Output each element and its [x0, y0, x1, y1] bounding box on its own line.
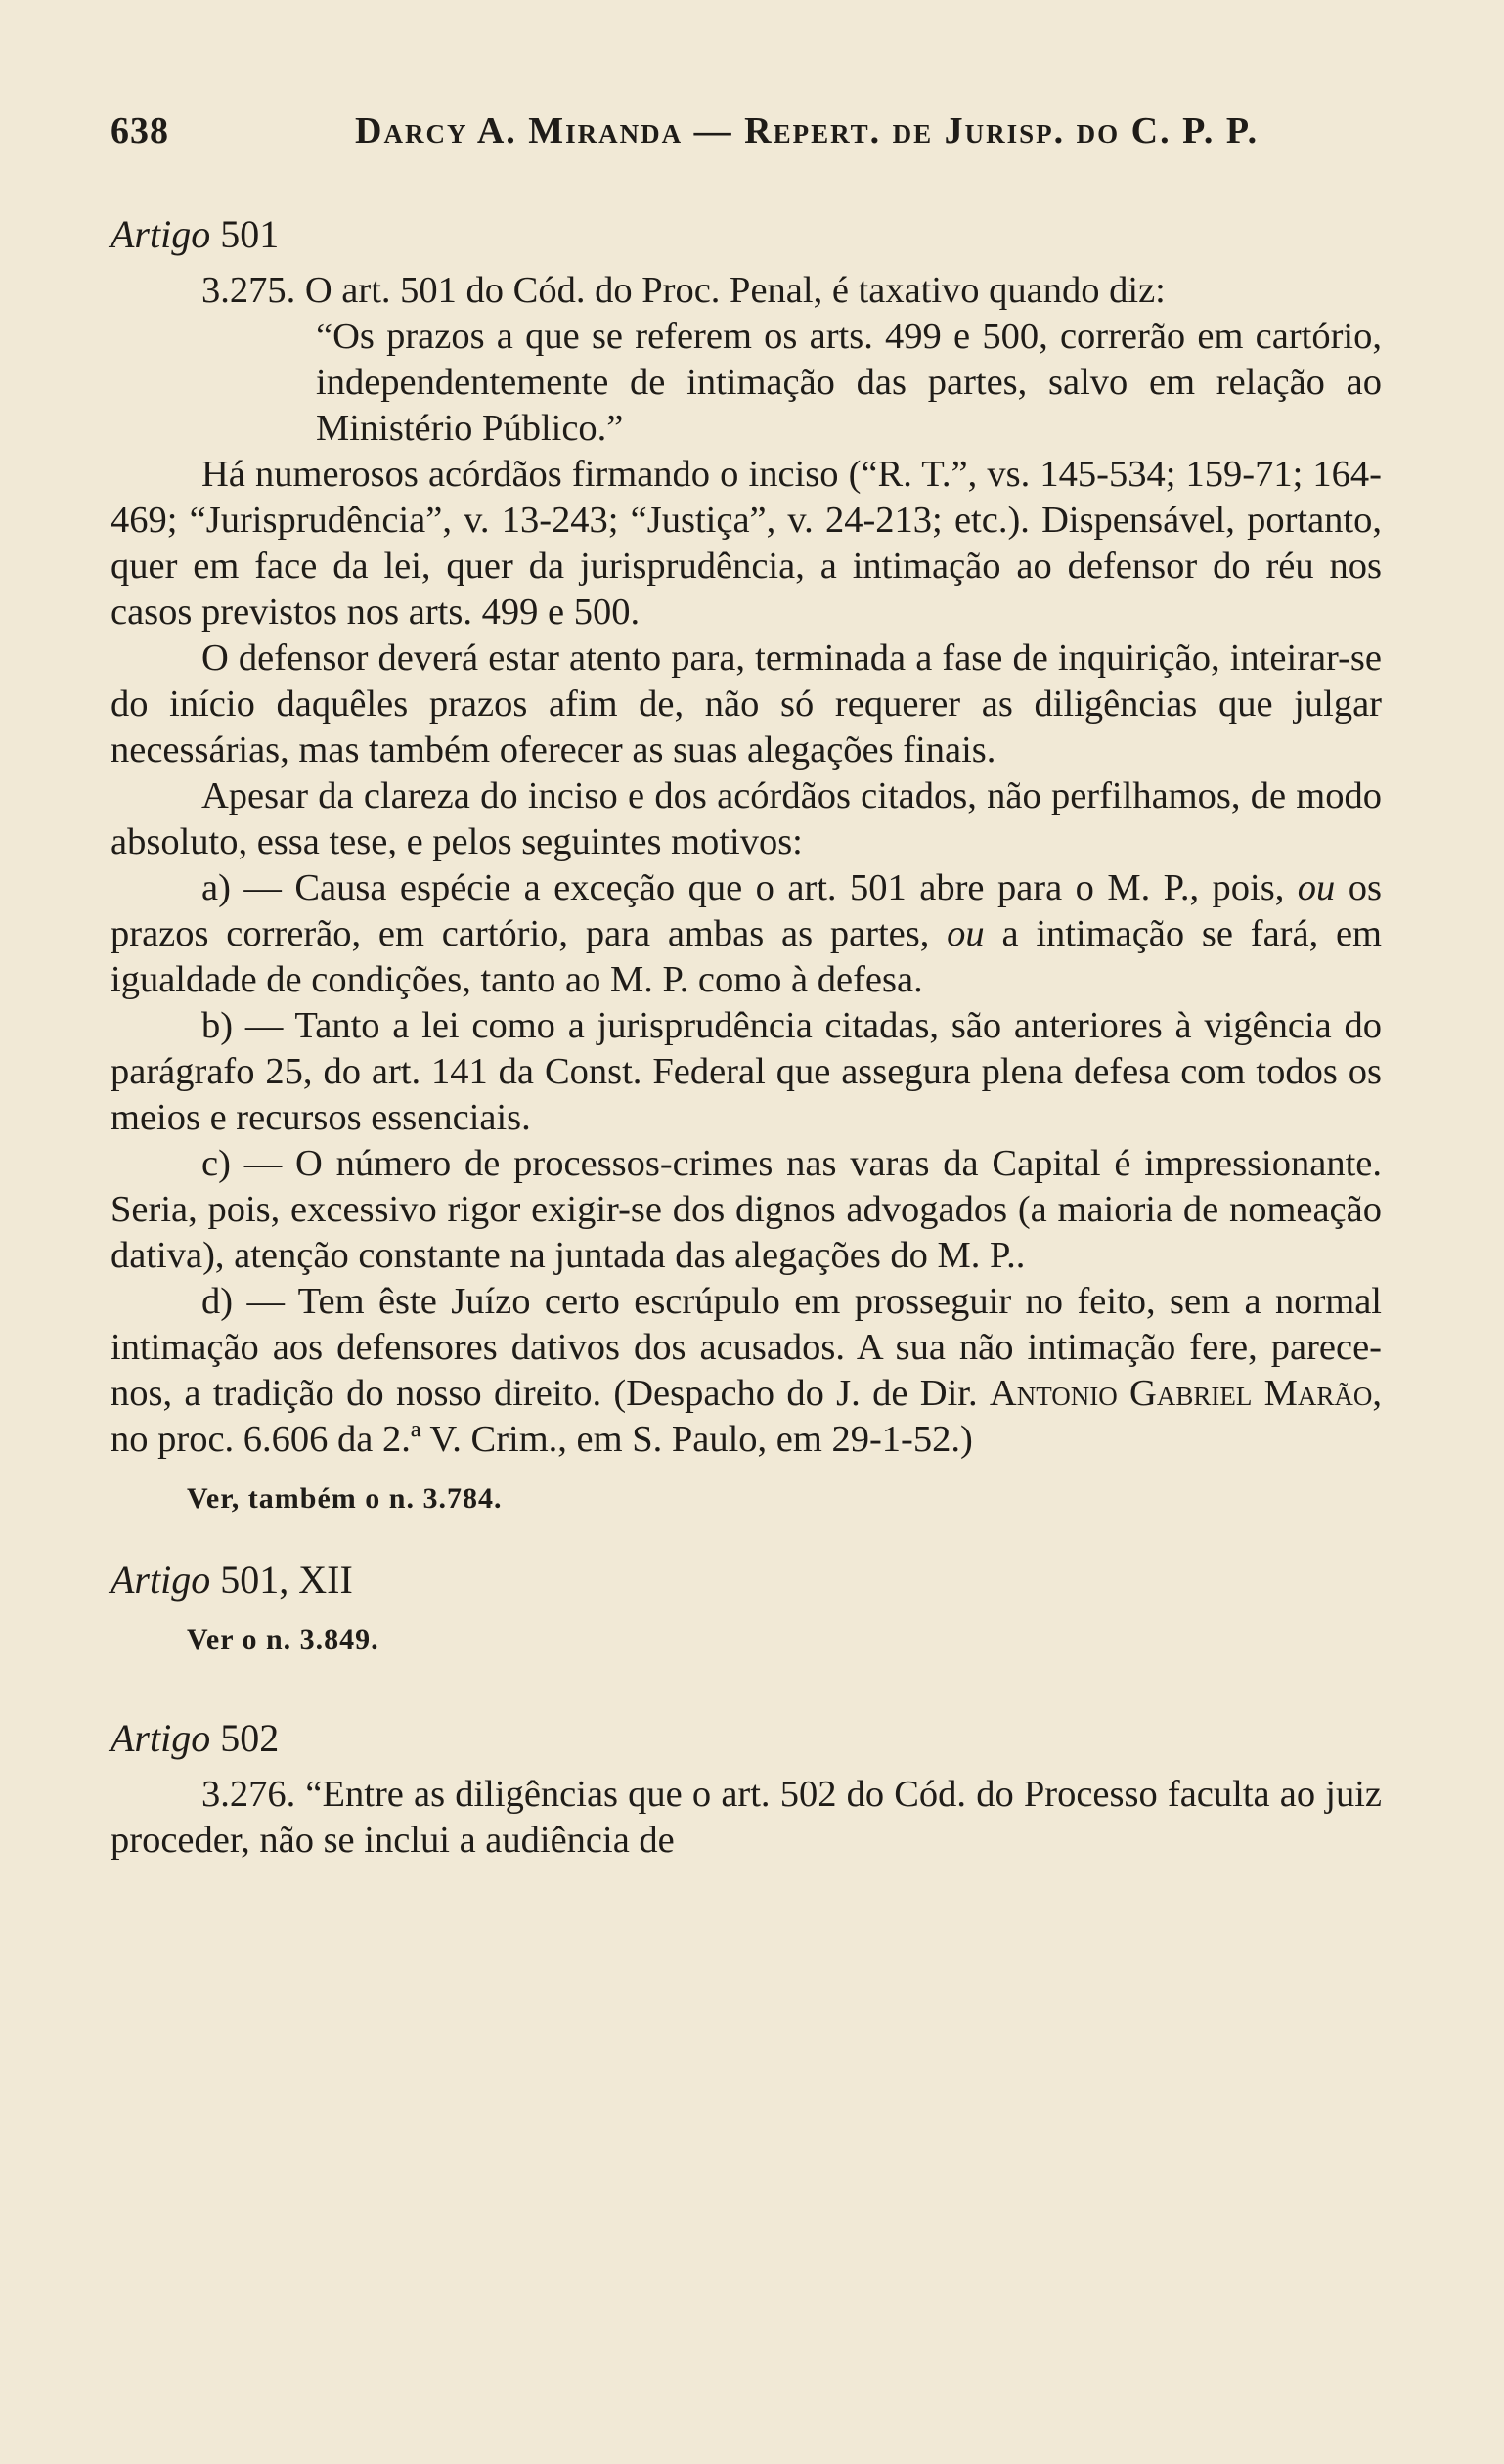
see-also-reference: Ver, também o n. 3.784. — [187, 1482, 503, 1515]
article-label: Artigo — [111, 212, 211, 256]
paragraph-motivo-a — [111, 865, 1382, 1003]
article-number: 501 — [220, 212, 280, 256]
motivo-a-text-3: a intimação se fará, em igualdade de condições, tanto ao M. P. como à defesa. — [111, 913, 1383, 1000]
motivo-d-text-1: d) — Tem êste Juízo certo escrúpulo em prosseguir no feito, sem a normal intimação aos defensores dativos dos acusados. A sua não intimação fere, parece-nos, a tradição do nosso direito. (Despacho do J. de Dir. — [111, 1281, 1382, 1414]
article-label: Artigo — [111, 1558, 211, 1602]
article-number: 501, XII — [220, 1558, 353, 1602]
running-title: Darcy A. Miranda — Repert. de Jurisp. do C. P. P. — [355, 110, 1260, 152]
article-501-heading — [111, 211, 1382, 258]
article-502-heading — [111, 1715, 1382, 1762]
motivo-d-text-2: , no proc. 6.606 da 2.ª V. Crim., em S. Paulo, em 29-1-52.) — [111, 1373, 1382, 1460]
judge-name: Antonio Gabriel Marão — [989, 1373, 1373, 1414]
motivo-a-text-2: os prazos correrão, em cartório, para ambas as partes, — [111, 867, 1382, 954]
paragraph-motivo-b: b) — Tanto a lei como a jurisprudência citadas, são anteriores à vigência do parágrafo 25, do art. 141 da Const. Federal que assegura plena defesa com todos os meios e recursos essenciais. — [111, 1005, 1382, 1138]
article-501-xii-heading — [111, 1557, 1382, 1604]
paragraph-apesar: Apesar da clareza do inciso e dos acórdãos citados, não perfilhamos, de modo absoluto, essa tese, e pelos seguintes motivos: — [111, 775, 1382, 862]
running-header — [111, 110, 1382, 153]
motivo-a-text-1: a) — Causa espécie a exceção que o art. 501 abre para o M. P., pois, — [201, 867, 1298, 908]
article-label: Artigo — [111, 1716, 211, 1760]
entry-3275-intro: 3.275. O art. 501 do Cód. do Proc. Penal, é taxativo quando diz: — [201, 270, 1166, 311]
article-number: 502 — [220, 1716, 280, 1760]
paragraph-motivo-d — [111, 1279, 1382, 1463]
paragraph-defensor: O defensor deverá estar atento para, terminada a fase de inquirição, inteirar-se do início daquêles prazos afim de, não só requerer as diligências que julgar necessárias, mas também oferecer as suas alegações finais. — [111, 638, 1382, 770]
motivo-a-ou-1: ou — [1297, 867, 1336, 908]
page-number: 638 — [111, 110, 169, 152]
entry-3276-intro: 3.276. “Entre as diligências que o art. 502 do Cód. do Processo faculta ao juiz proceder, não se inclui a audiência de — [111, 1774, 1382, 1861]
motivo-a-ou-2: ou — [947, 913, 985, 954]
see-reference: Ver o n. 3.849. — [187, 1623, 379, 1655]
quoted-law-text: “Os prazos a que se referem os arts. 499 e 500, correrão em cartório, independentemente de intimação das partes, salvo em relação ao Ministério Público.” — [316, 316, 1382, 449]
paragraph-motivo-c: c) — O número de processos-crimes nas varas da Capital é impressionante. Seria, pois, excessivo rigor exigir-se dos dignos advogados (a maioria de nomeação dativa), atenção constante na juntada das alegações do M. P.. — [111, 1143, 1382, 1276]
paragraph-acordaos: Há numerosos acórdãos firmando o inciso (“R. T.”, vs. 145-534; 159-71; 164-469; “Jurisprudência”, v. 13-243; “Justiça”, v. 24-213; etc.). Dispensável, portanto, quer em face da lei, quer da jurisprudência, a intimação ao defensor do réu nos casos previstos nos arts. 499 e 500. — [111, 454, 1382, 633]
document-page — [111, 110, 1382, 2417]
